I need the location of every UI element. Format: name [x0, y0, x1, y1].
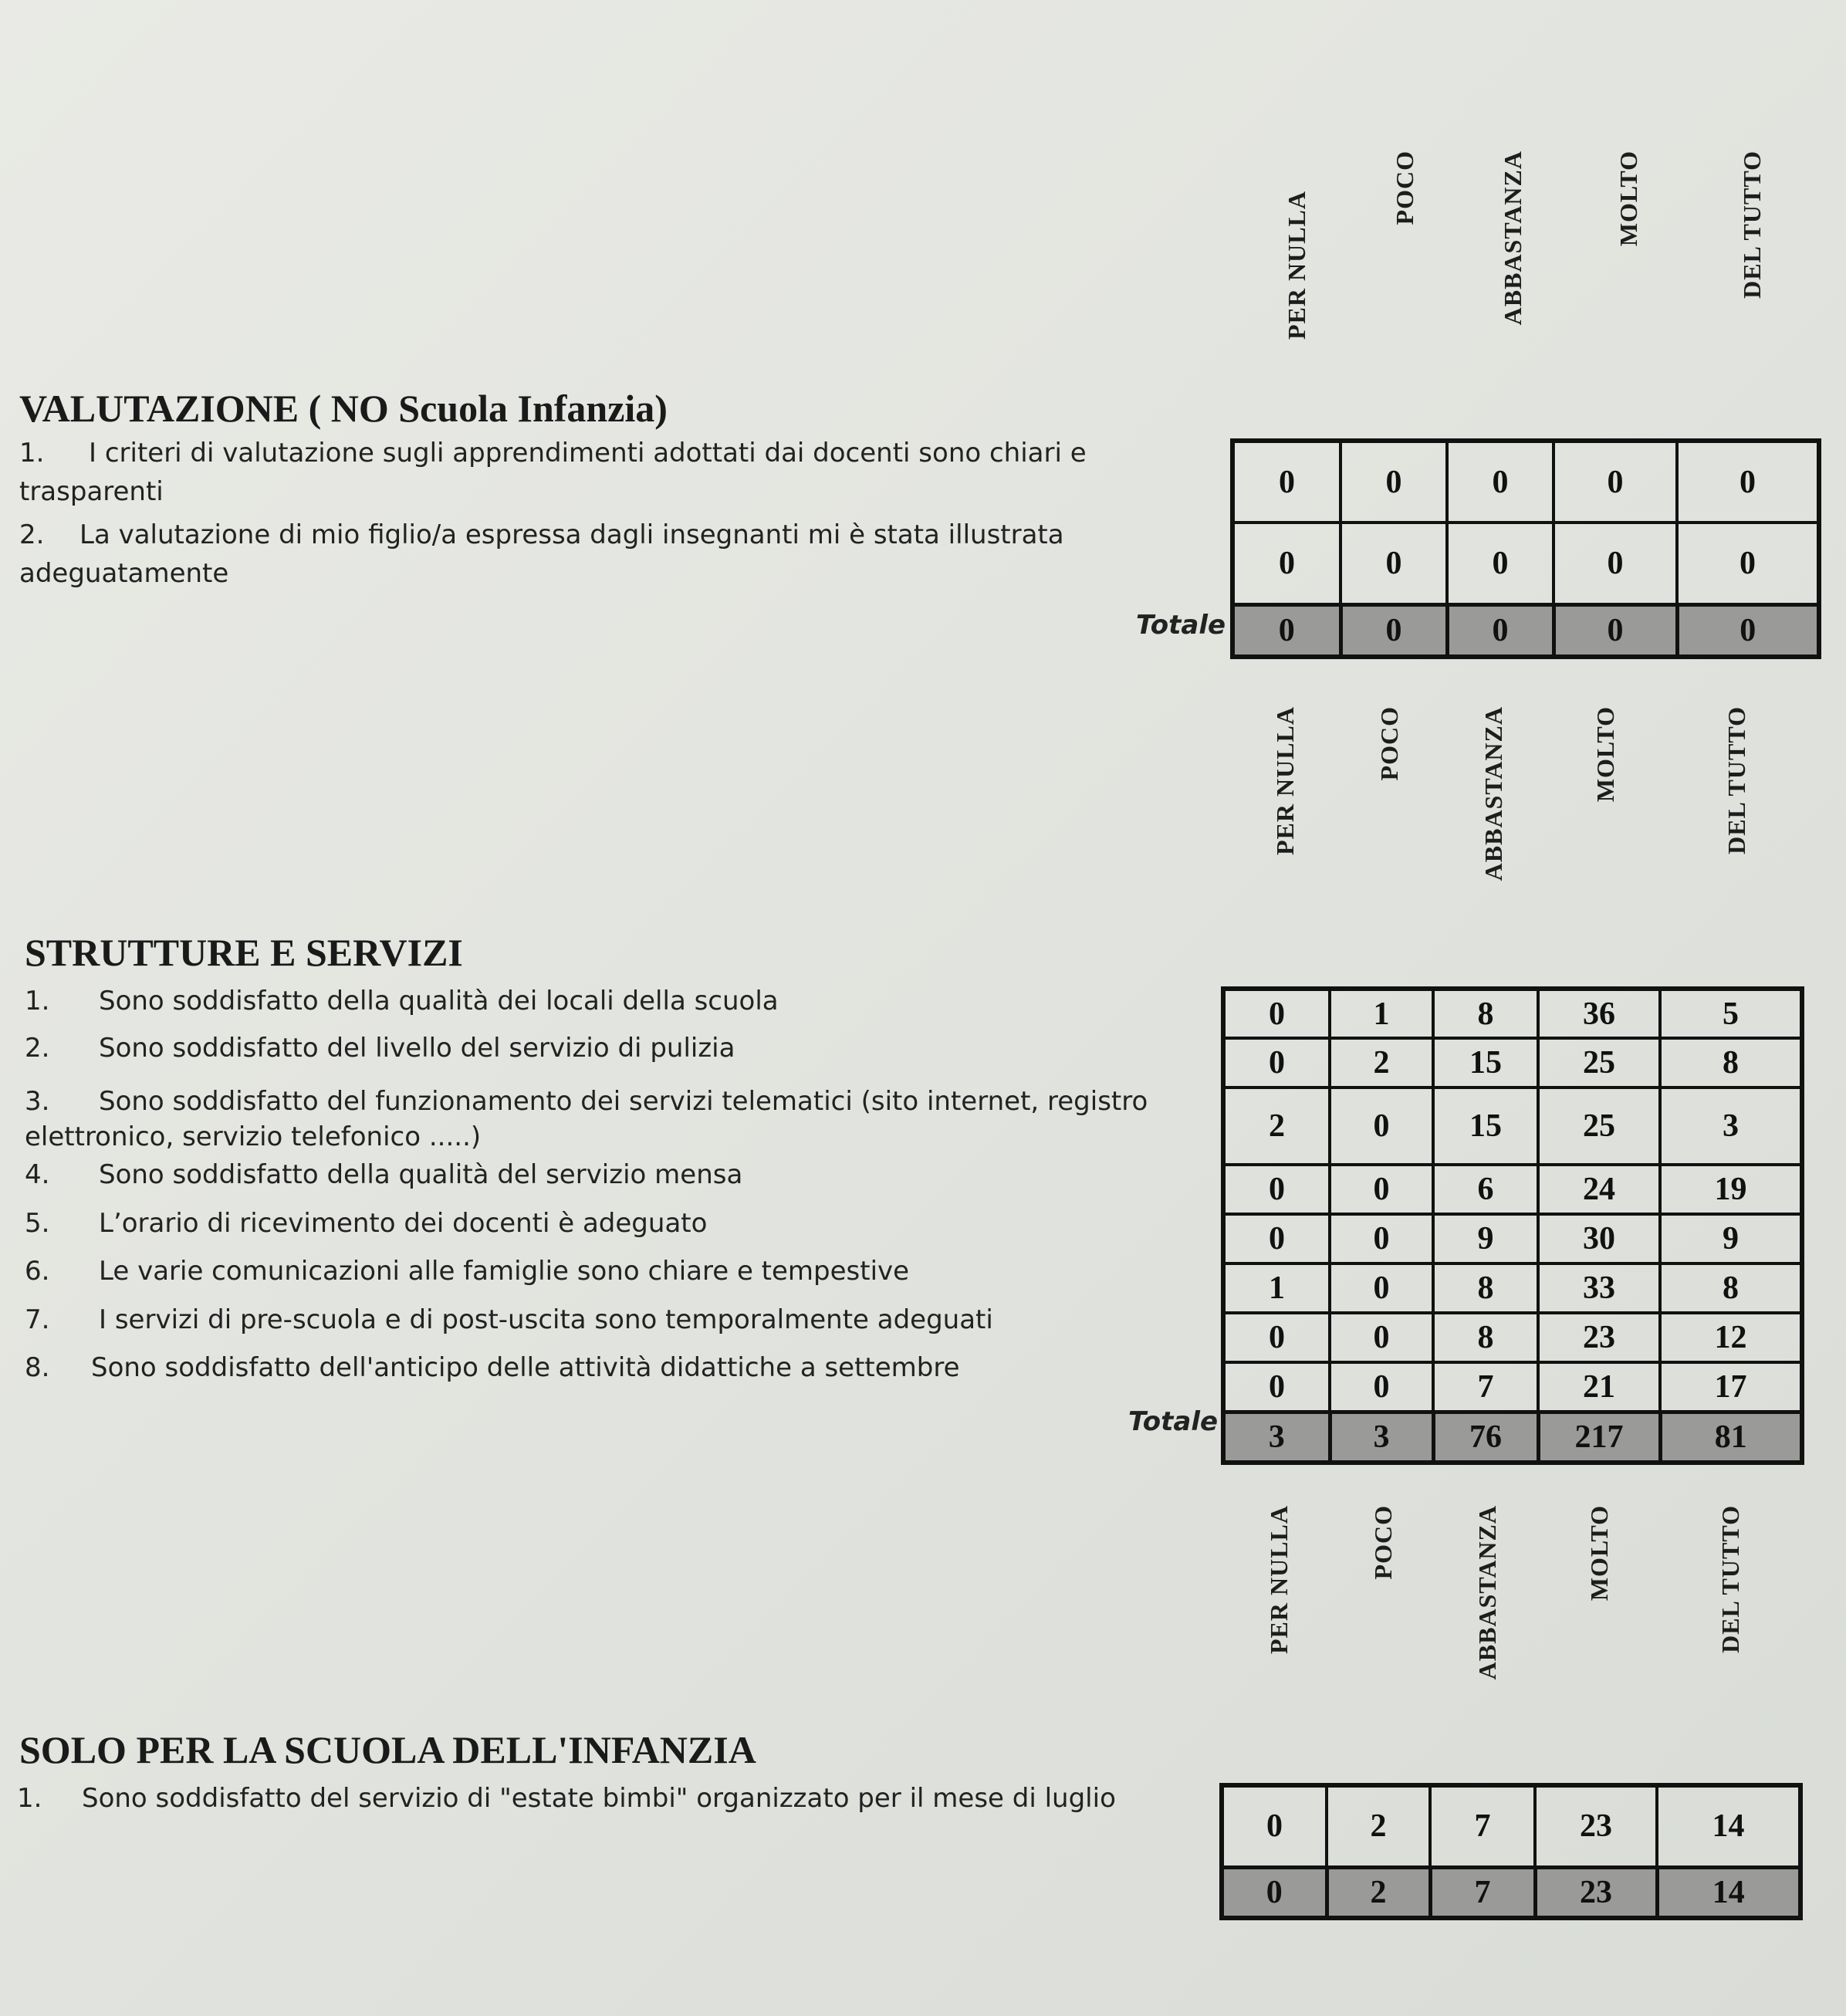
strutture-item-5: 5. L’orario di ricevimento dei docenti è adeguato [25, 1208, 708, 1239]
header-del-tutto: DEL TUTTO [1722, 706, 1750, 854]
table-cell: 0 [1554, 523, 1677, 604]
table-cell: 15 [1433, 1038, 1538, 1087]
table-cell: 19 [1660, 1165, 1802, 1214]
header-abbastanza: ABBASTANZA [1479, 706, 1507, 881]
total-cell: 81 [1660, 1412, 1802, 1463]
table-cell: 2 [1327, 1785, 1430, 1867]
table-cell: 0 [1330, 1165, 1433, 1214]
total-cell: 2 [1327, 1867, 1430, 1918]
table-row [1223, 1313, 1802, 1362]
scale-headers-infanzia [1229, 1459, 1773, 1690]
total-row [1222, 1867, 1800, 1918]
total-cell: 0 [1447, 604, 1554, 657]
header-per-nulla: PER NULLA [1282, 190, 1310, 340]
table-cell: 1 [1330, 989, 1433, 1038]
table-cell: 17 [1660, 1362, 1802, 1412]
strutture-item-2: 2. Sono soddisfatto del livello del servizio di pulizia [25, 1033, 735, 1064]
valutazione-item-2-cont: adeguatamente [19, 558, 229, 589]
table-cell: 0 [1223, 989, 1330, 1038]
total-cell: 0 [1554, 604, 1677, 657]
table-cell: 0 [1223, 1362, 1330, 1412]
total-cell: 3 [1223, 1412, 1330, 1463]
total-cell: 76 [1433, 1412, 1538, 1463]
table-cell: 24 [1538, 1165, 1660, 1214]
strutture-item-4: 4. Sono soddisfatto della qualità del servizio mensa [25, 1159, 743, 1190]
header-poco: POCO [1368, 1505, 1397, 1580]
infanzia-item-1: 1. Sono soddisfatto del servizio di "estate bimbi" organizzato per il mese di luglio [17, 1783, 1116, 1814]
strutture-item-3-cont: elettronico, servizio telefonico .....) [25, 1121, 482, 1152]
valutazione-table [1230, 438, 1821, 659]
table-cell: 0 [1677, 523, 1819, 604]
section-title-valutazione: VALUTAZIONE ( NO Scuola Infanzia) [19, 387, 668, 430]
table-cell: 30 [1538, 1214, 1660, 1263]
table-row [1232, 441, 1819, 523]
header-del-tutto: DEL TUTTO [1737, 151, 1766, 299]
table-cell: 25 [1538, 1038, 1660, 1087]
table-row [1223, 1165, 1802, 1214]
header-per-nulla: PER NULLA [1270, 706, 1299, 856]
table-cell: 23 [1538, 1313, 1660, 1362]
header-molto: MOLTO [1614, 151, 1642, 247]
table-cell: 8 [1660, 1038, 1802, 1087]
table-cell: 14 [1657, 1785, 1800, 1867]
totale-label-valutazione: Totale [1136, 610, 1226, 641]
table-cell: 0 [1341, 523, 1447, 604]
table-cell: 2 [1330, 1038, 1433, 1087]
total-row [1223, 1412, 1802, 1463]
section-title-strutture: STRUTTURE E SERVIZI [25, 931, 463, 974]
scale-headers-strutture [1235, 660, 1779, 891]
table-cell: 25 [1538, 1087, 1660, 1165]
table-row [1222, 1785, 1800, 1867]
table-cell: 9 [1660, 1214, 1802, 1263]
table-cell: 0 [1223, 1313, 1330, 1362]
table-row [1223, 1214, 1802, 1263]
table-cell: 0 [1554, 441, 1677, 523]
table-cell: 36 [1538, 989, 1660, 1038]
strutture-item-1: 1. Sono soddisfatto della qualità dei locali della scuola [25, 986, 779, 1016]
section-title-infanzia: SOLO PER LA SCUOLA DELL'INFANZIA [19, 1728, 756, 1771]
table-cell: 2 [1223, 1087, 1330, 1165]
total-cell: 0 [1341, 604, 1447, 657]
strutture-item-6: 6. Le varie comunicazioni alle famiglie sono chiare e tempestive [25, 1256, 910, 1287]
table-cell: 0 [1223, 1165, 1330, 1214]
table-cell: 0 [1330, 1087, 1433, 1165]
total-cell: 0 [1232, 604, 1341, 657]
table-cell: 8 [1433, 1313, 1538, 1362]
table-cell: 33 [1538, 1263, 1660, 1313]
table-row [1223, 989, 1802, 1038]
table-cell: 0 [1330, 1313, 1433, 1362]
strutture-item-3: 3. Sono soddisfatto del funzionamento dei servizi telematici (sito internet, registro [25, 1086, 1148, 1117]
table-cell: 0 [1223, 1038, 1330, 1087]
table-row [1223, 1038, 1802, 1087]
table-cell: 5 [1660, 989, 1802, 1038]
header-poco: POCO [1390, 151, 1418, 225]
table-cell: 8 [1433, 989, 1538, 1038]
valutazione-item-1-cont: trasparenti [19, 476, 164, 507]
total-row [1232, 604, 1819, 657]
valutazione-item-1: 1. I criteri di valutazione sugli apprendimenti adottati dai docenti sono chiari e [19, 438, 1087, 468]
total-cell: 0 [1222, 1867, 1327, 1918]
total-cell: 23 [1535, 1867, 1657, 1918]
infanzia-table [1219, 1783, 1803, 1920]
total-cell: 14 [1657, 1867, 1800, 1918]
header-molto: MOLTO [1591, 706, 1619, 803]
total-cell: 0 [1677, 604, 1819, 657]
header-abbastanza: ABBASTANZA [1498, 151, 1526, 326]
table-cell: 0 [1232, 523, 1341, 604]
header-molto: MOLTO [1584, 1505, 1613, 1602]
table-cell: 0 [1330, 1263, 1433, 1313]
table-cell: 0 [1447, 523, 1554, 604]
table-row [1223, 1263, 1802, 1313]
table-row [1223, 1362, 1802, 1412]
table-cell: 0 [1447, 441, 1554, 523]
strutture-item-8: 8. Sono soddisfatto dell'anticipo delle attività didattiche a settembre [25, 1352, 960, 1383]
table-row [1232, 523, 1819, 604]
table-cell: 8 [1433, 1263, 1538, 1313]
table-cell: 3 [1660, 1087, 1802, 1165]
table-cell: 15 [1433, 1087, 1538, 1165]
table-cell: 0 [1330, 1362, 1433, 1412]
totale-label-strutture: Totale [1128, 1406, 1219, 1437]
total-cell: 217 [1538, 1412, 1660, 1463]
table-cell: 0 [1222, 1785, 1327, 1867]
strutture-table [1221, 986, 1804, 1465]
table-cell: 1 [1223, 1263, 1330, 1313]
table-cell: 7 [1433, 1362, 1538, 1412]
table-cell: 0 [1232, 441, 1341, 523]
table-cell: 0 [1223, 1214, 1330, 1263]
header-per-nulla: PER NULLA [1264, 1505, 1293, 1655]
valutazione-item-2: 2. La valutazione di mio figlio/a espressa dagli insegnanti mi è stata illustrata [19, 519, 1064, 550]
scale-headers-valutazione [1246, 108, 1790, 340]
total-cell: 7 [1430, 1867, 1535, 1918]
table-cell: 7 [1430, 1785, 1535, 1867]
table-cell: 12 [1660, 1313, 1802, 1362]
table-cell: 0 [1330, 1214, 1433, 1263]
header-del-tutto: DEL TUTTO [1716, 1505, 1744, 1653]
table-cell: 6 [1433, 1165, 1538, 1214]
table-cell: 0 [1341, 441, 1447, 523]
table-cell: 8 [1660, 1263, 1802, 1313]
table-cell: 23 [1535, 1785, 1657, 1867]
strutture-item-7: 7. I servizi di pre-scuola e di post-uscita sono temporalmente adeguati [25, 1304, 993, 1335]
total-cell: 3 [1330, 1412, 1433, 1463]
table-cell: 9 [1433, 1214, 1538, 1263]
header-abbastanza: ABBASTANZA [1472, 1505, 1501, 1680]
table-row [1223, 1087, 1802, 1165]
table-cell: 0 [1677, 441, 1819, 523]
header-poco: POCO [1374, 706, 1403, 781]
table-cell: 21 [1538, 1362, 1660, 1412]
